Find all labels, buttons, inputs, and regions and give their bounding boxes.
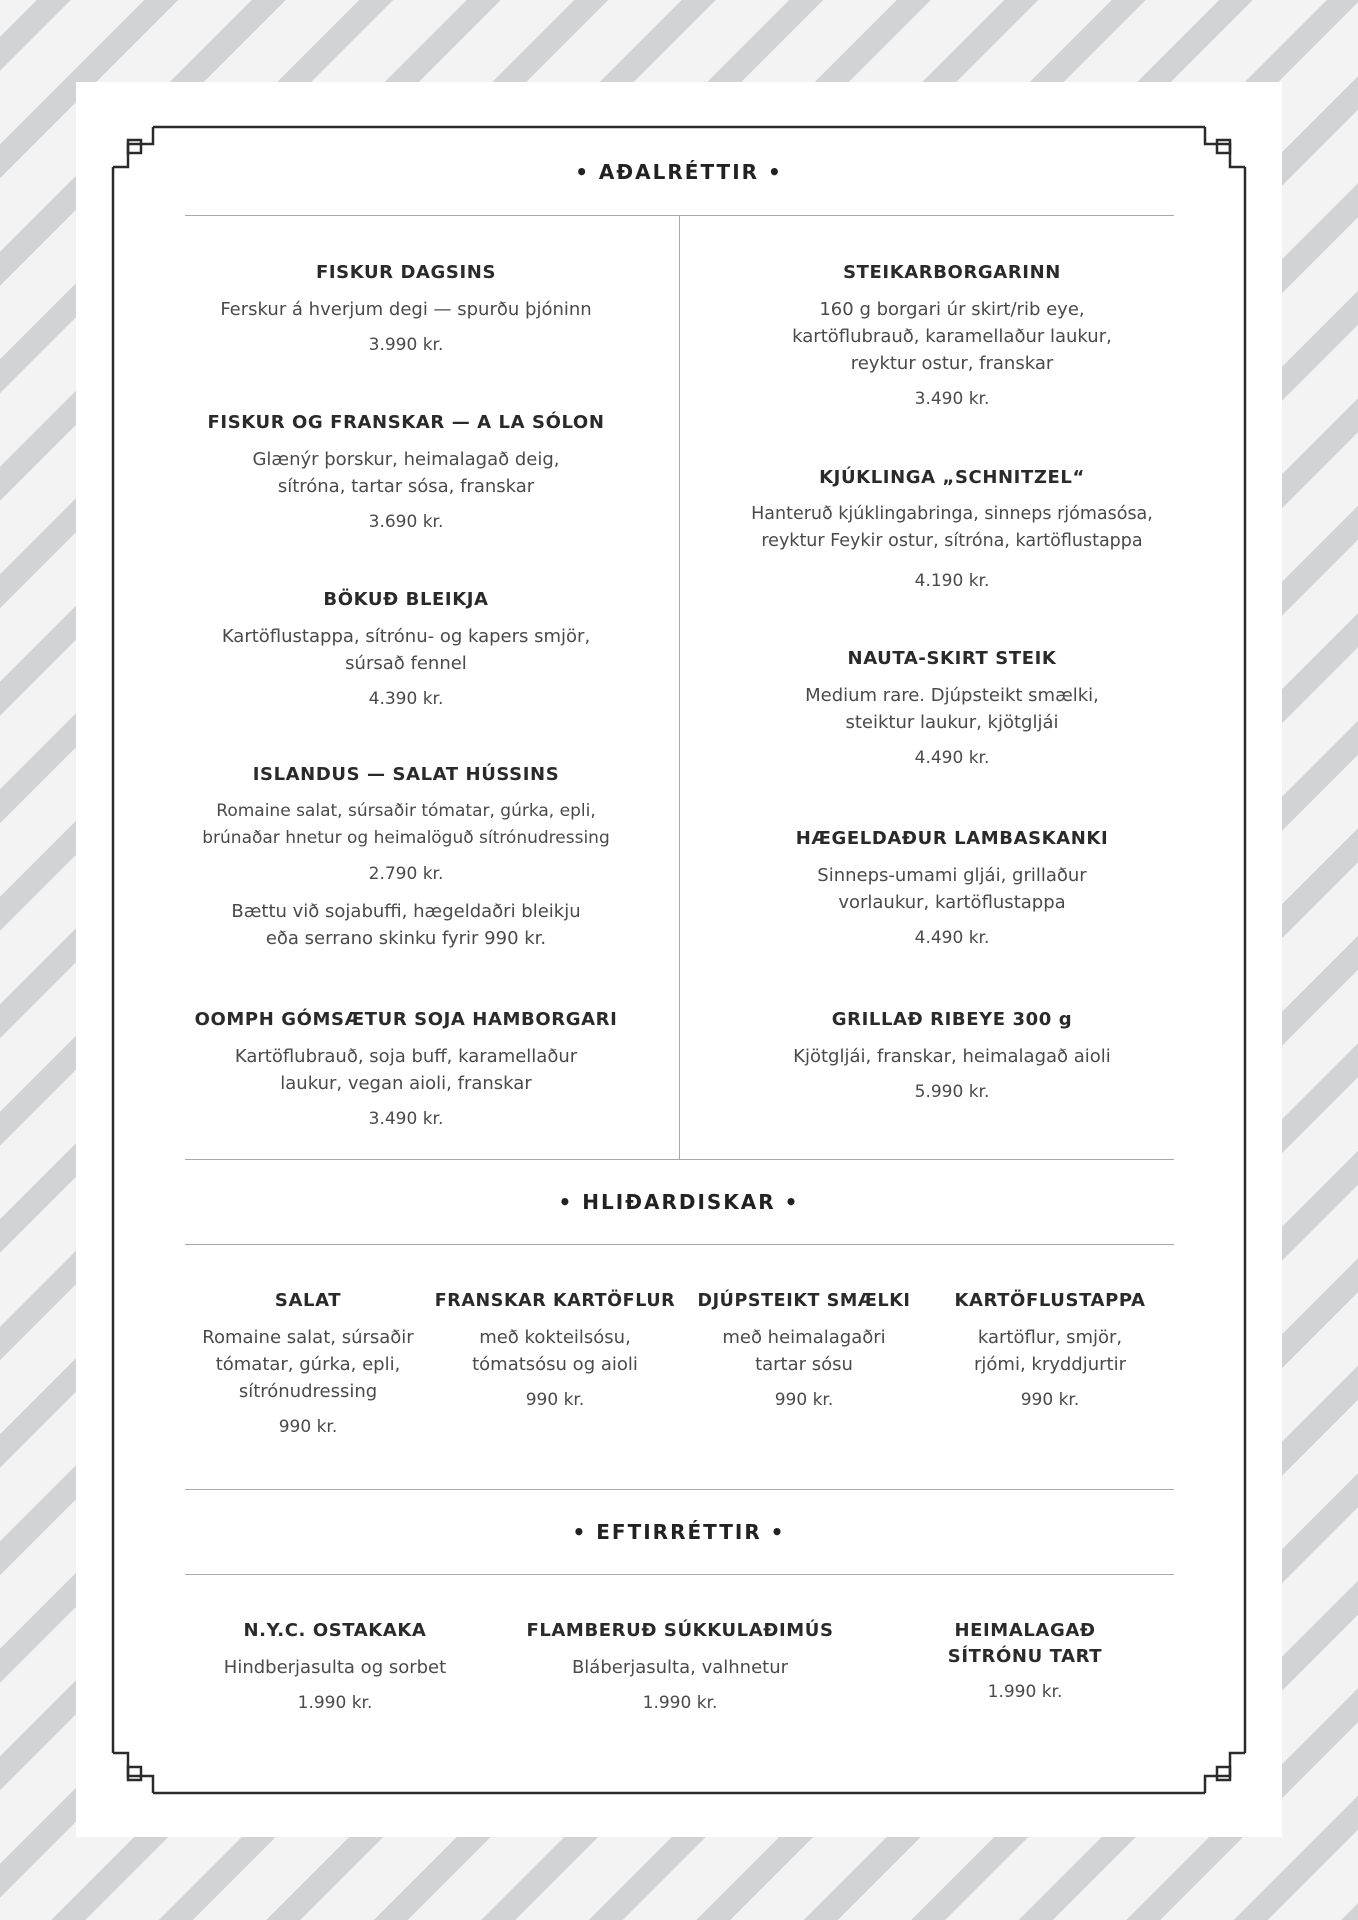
- item-description: kartöflur, smjör, rjómi, kryddjurtir: [974, 1327, 1126, 1375]
- item-price: 990 kr.: [1020, 1390, 1080, 1410]
- item-price: 1.990 kr.: [987, 1682, 1063, 1702]
- divider-sides-top: [185, 1244, 1174, 1245]
- item-name: HEIMALAGAÐ SÍTRÓNU TART: [947, 1620, 1103, 1667]
- item-price: 990 kr.: [525, 1390, 585, 1410]
- item-price: 1.990 kr.: [297, 1693, 373, 1713]
- side-item: [188, 1288, 428, 1439]
- item-description: Hanteruð kjúklingabringa, sinneps rjómasósa, reyktur Feykir ostur, sítróna, kartöflustappa: [751, 504, 1153, 551]
- item-name: GRILLAÐ RIBEYE 300 g: [831, 1009, 1073, 1030]
- menu-item: [186, 762, 626, 952]
- divider-sides-bottom: [185, 1489, 1174, 1490]
- item-name: KJÚKLINGA „SCHNITZEL“: [819, 467, 1085, 488]
- item-description: með heimalagaðri tartar sósu: [722, 1327, 886, 1375]
- item-price: 3.690 kr.: [368, 512, 444, 532]
- item-description: Kartöflubrauð, soja buff, karamellaður laukur, vegan aioli, franskar: [234, 1046, 578, 1094]
- menu-item: [732, 260, 1172, 411]
- item-name: SALAT: [274, 1290, 342, 1311]
- item-description: Medium rare. Djúpsteikt smælki, steiktur laukur, kjötgljái: [805, 685, 1099, 733]
- item-price: 4.390 kr.: [368, 689, 444, 709]
- item-price: 3.490 kr.: [368, 1109, 444, 1129]
- divider-mains-center: [679, 215, 680, 1159]
- side-item: [684, 1288, 924, 1412]
- item-name: STEIKARBORGARINN: [843, 262, 1061, 283]
- item-description: með kokteilsósu, tómatsósu og aioli: [472, 1327, 638, 1375]
- item-name: DJÚPSTEIKT SMÆLKI: [697, 1291, 911, 1311]
- item-name: HÆGELDAÐUR LAMBASKANKI: [795, 828, 1109, 849]
- item-name: ISLANDUS — SALAT HÚSSINS: [252, 764, 560, 785]
- item-name: NAUTA-SKIRT STEIK: [847, 648, 1057, 669]
- side-item: [430, 1288, 680, 1412]
- item-name: BÖKUÐ BLEIKJA: [323, 589, 489, 610]
- sides-title: • HLIÐARDISKAR •: [558, 1190, 800, 1214]
- item-name: FLAMBERUÐ SÚKKULAÐIMÚS: [526, 1620, 834, 1641]
- item-price: 5.990 kr.: [914, 1082, 990, 1102]
- dessert-item: [520, 1618, 840, 1715]
- item-price: 2.790 kr.: [368, 864, 444, 884]
- side-item: [930, 1288, 1170, 1412]
- divider-desserts-top: [185, 1574, 1174, 1575]
- item-price: 1.990 kr.: [642, 1693, 718, 1713]
- item-price: 4.490 kr.: [914, 748, 990, 768]
- menu-item: [186, 410, 626, 534]
- menu-item: [186, 587, 626, 711]
- mains-title: • AÐALRÉTTIR •: [575, 160, 783, 184]
- item-description: 160 g borgari úr skirt/rib eye, kartöflubrauð, karamellaður laukur, reyktur ostur, franskar: [792, 299, 1112, 374]
- item-name: FISKUR OG FRANSKAR — A LA SÓLON: [207, 412, 605, 433]
- item-price: 4.490 kr.: [914, 928, 990, 948]
- item-addon-note: Bættu við sojabuffi, hægeldaðri bleikju eða serrano skinku fyrir 990 kr.: [231, 901, 581, 949]
- menu-item: [186, 260, 626, 357]
- dessert-item: [890, 1618, 1160, 1704]
- desserts-title: • EFTIRRÉTTIR •: [572, 1520, 786, 1544]
- item-description: Sinneps-umami gljái, grillaður vorlaukur, kartöflustappa: [817, 865, 1087, 913]
- item-price: 990 kr.: [278, 1417, 338, 1437]
- item-price: 990 kr.: [774, 1390, 834, 1410]
- item-price: 4.190 kr.: [914, 571, 990, 591]
- item-price: 3.990 kr.: [368, 335, 444, 355]
- item-name: FRANSKAR KARTÖFLUR: [434, 1291, 676, 1311]
- divider-mains-bottom: [185, 1159, 1174, 1160]
- menu-item: [186, 1007, 626, 1131]
- item-description: Kjötgljái, franskar, heimalagað aioli: [793, 1046, 1111, 1067]
- menu-item: [732, 465, 1172, 593]
- item-description: Romaine salat, súrsaðir tómatar, gúrka, epli, brúnaðar hnetur og heimalöguð sítrónudressing: [202, 801, 610, 848]
- item-description: Hindberjasulta og sorbet: [223, 1657, 447, 1678]
- menu-item: [732, 1007, 1172, 1104]
- item-name: KARTÖFLUSTAPPA: [954, 1290, 1146, 1311]
- menu-item: [732, 646, 1172, 770]
- item-description: Glænýr þorskur, heimalagað deig, sítróna, tartar sósa, franskar: [252, 449, 560, 497]
- item-name: N.Y.C. OSTAKAKA: [243, 1620, 427, 1641]
- item-name: FISKUR DAGSINS: [315, 262, 497, 283]
- item-description: Romaine salat, súrsaðir tómatar, gúrka, epli, sítrónudressing: [202, 1327, 414, 1402]
- item-name: OOMPH GÓMSÆTUR SOJA HAMBORGARI: [194, 1009, 618, 1030]
- item-description: Kartöflustappa, sítrónu- og kapers smjör, súrsað fennel: [221, 626, 591, 674]
- menu-item: [732, 826, 1172, 950]
- item-price: 3.490 kr.: [914, 389, 990, 409]
- dessert-item: [200, 1618, 470, 1715]
- item-description: Bláberjasulta, valhnetur: [571, 1657, 789, 1678]
- item-description: Ferskur á hverjum degi — spurðu þjóninn: [220, 299, 592, 320]
